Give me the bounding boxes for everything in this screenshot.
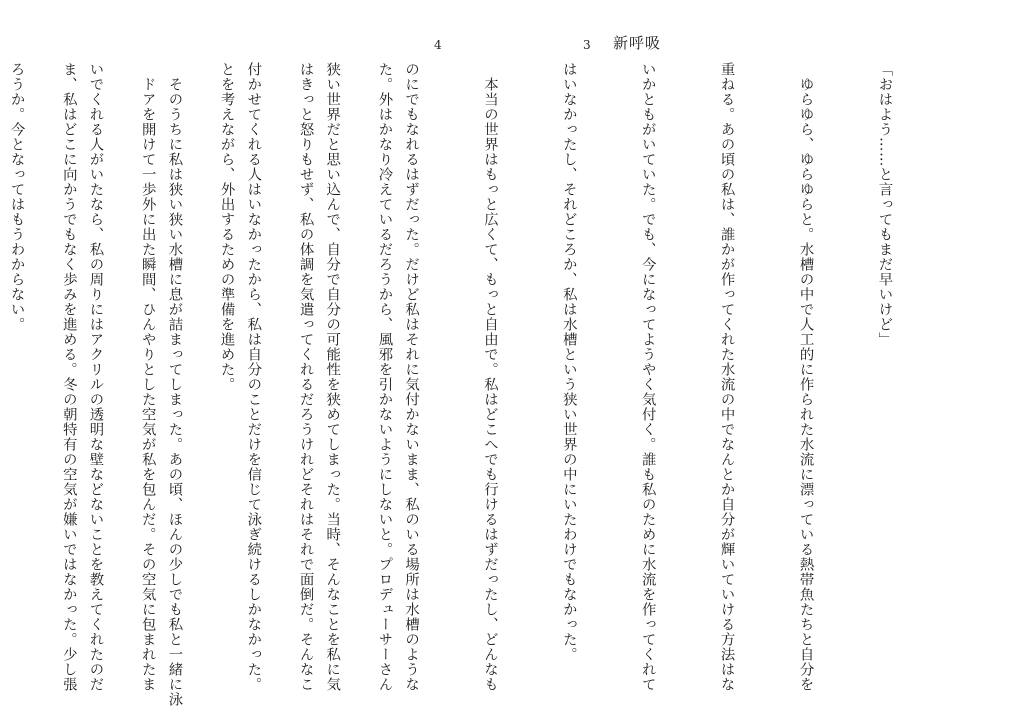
left-page-text <box>60 62 450 707</box>
text-line: 本当の世界はもっと広くて、もっと自由で。私はどこへでも行けるはずだったし、どんなも <box>481 62 498 692</box>
text-line: ゆらゆら、ゆらゆらと。水槽の中で人工的に作られた水流に漂っている熱帯魚たちと自分を <box>797 62 814 692</box>
text-line: いかともがいていた。でも、今になってようやく気付く。誰も私のために水流を作ってくれて <box>639 62 656 692</box>
text-line: のにでもなれるはずだった。だけど私はそれに気付かないまま、私のいる場所は水槽のような <box>403 62 420 692</box>
text-line: ドアを開けて一歩外に出た瞬間、ひんやりとした空気が私を包んだ。その空気に包まれたま <box>139 62 156 692</box>
text-line: 付かせてくれる人はいなかったから、私は自分のことだけを信じて泳ぎ続けるしかなかった。 <box>245 62 262 692</box>
text-line <box>0 62 3 684</box>
text-line: はきっと怒りもせず、私の体調を気遣ってくれるだろうけれどそれはそれで面倒だ。そんなこ <box>297 62 314 692</box>
page-number-left: 4 <box>434 38 442 52</box>
text-line: そのうちに私は狭い狭い水槽に息が詰まってしまった。あの頃、ほんの少しでも私と一緒に泳 <box>166 62 183 707</box>
chapter-title: 新呼吸 <box>613 34 662 52</box>
text-line: ろうか。今となってはもうわからない。 <box>8 62 25 332</box>
text-line: た。外はかなり冷えているだろうから、風邪を引かないようにしないと。プロデューサーさん <box>376 62 393 692</box>
text-line: 重ねる。あの頃の私は、誰かが作ってくれた水流の中でなんとか自分が輝いていける方法はな <box>718 62 735 692</box>
page-number-right: 3 <box>583 38 591 52</box>
text-line: 狭い世界だと思い込んで、自分で自分の可能性を狭めてしまった。当時、そんなことを私に気 <box>324 62 341 692</box>
text-line: いでくれる人がいたなら、私の周りにはアクリルの透明な壁などないことを教えてくれたのだ <box>87 62 104 692</box>
text-line: とを考えながら、外出するための準備を進めた。 <box>218 62 235 392</box>
text-line: 「おはよう……と言ってもまだ早いけど」 <box>876 62 893 347</box>
text-line: ま、私はどこに向かうでもなく歩みを進める。冬の朝特有の空気が嫌いではなかった。少し張 <box>60 62 77 692</box>
text-line: はいなかったし、それどころか、私は水槽という狭い世界の中にいたわけでもなかった。 <box>560 62 577 662</box>
